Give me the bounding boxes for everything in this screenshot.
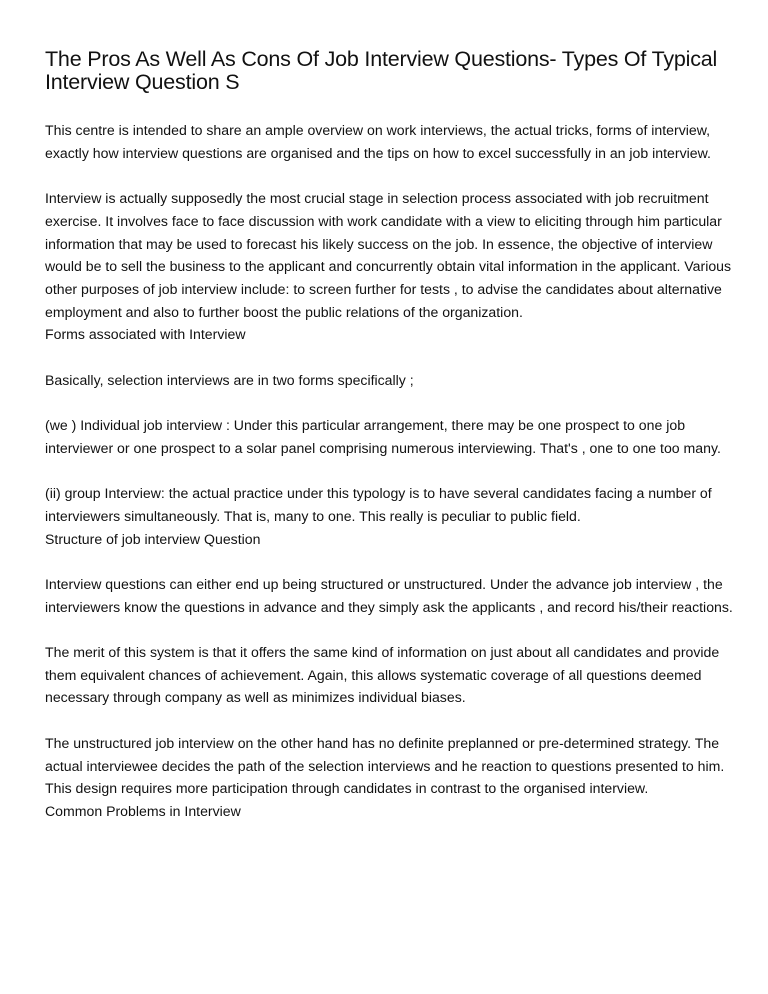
paragraph-intro: This centre is intended to share an ample overview on work interviews, the actual tricks, forms of interview, exactly how interview questions are organised and the tips on how to excel successfully in an job interview. bbox=[45, 122, 711, 161]
paragraph-gap bbox=[45, 460, 735, 483]
paragraph-forms: Basically, selection interviews are in two forms specifically ; bbox=[45, 371, 414, 388]
section-heading-problems: Common Problems in Interview bbox=[45, 802, 241, 819]
paragraph-gap bbox=[45, 709, 735, 732]
paragraph-merit: The merit of this system is that it offers the same kind of information on just about all candidates and provide them equivalent chances of achievement. Again, this allows systematic coverage of all questions deemed necessary through company as well as minimizes individual biases. bbox=[45, 644, 720, 706]
section-heading-forms: Forms associated with Interview bbox=[45, 326, 246, 343]
paragraph-unstructured: The unstructured job interview on the other hand has no definite preplanned or pre-determined strategy. The actual interviewee decides the path of the selection interviews and he reaction to questions presented to him. This design requires more participation through candidates in contrast to the organised interview. bbox=[45, 734, 725, 797]
paragraph-individual-interview: (we ) Individual job interview : Under this particular arrangement, there may be one prospect to one job interviewer or one prospect to a solar panel comprising numerous interviewing. That's , one to one too many. bbox=[45, 417, 721, 456]
paragraph-gap bbox=[45, 391, 735, 414]
paragraph-gap bbox=[45, 550, 735, 573]
paragraph-group-interview: (ii) group Interview: the actual practice under this typology is to have several candidates facing a number of interviewers simultaneously. That is, many to one. This really is peculiar to public field. bbox=[45, 485, 712, 524]
paragraph-gap bbox=[45, 618, 735, 641]
document-body bbox=[45, 119, 735, 823]
paragraph-structured: Interview questions can either end up being structured or unstructured. Under the advance job interview , the interviewers know the questions in advance and they simply ask the applicants , and record his/their reactions. bbox=[45, 575, 733, 615]
document-title: The Pros As Well As Cons Of Job Interview Questions- Types Of Typical Interview Question S bbox=[45, 47, 718, 94]
paragraph-interview-definition: Interview is actually supposedly the most crucial stage in selection process associated with job recruitment exercise. It involves face to face discussion with work candidate with a view to eliciting through him particular information that may be used to forecast his likely success on the job. In essence, the objective of interview would be to sell the business to the applicant and concurrently obtain vital information in the applicant. Various other purposes of job interview include: to screen further for tests , to advise the candidates about alternative employment and also to further boost the public relations of the organization. bbox=[45, 190, 732, 320]
paragraph-gap bbox=[45, 346, 735, 369]
section-heading-structure: Structure of job interview Question bbox=[45, 530, 261, 547]
paragraph-gap bbox=[45, 164, 735, 187]
